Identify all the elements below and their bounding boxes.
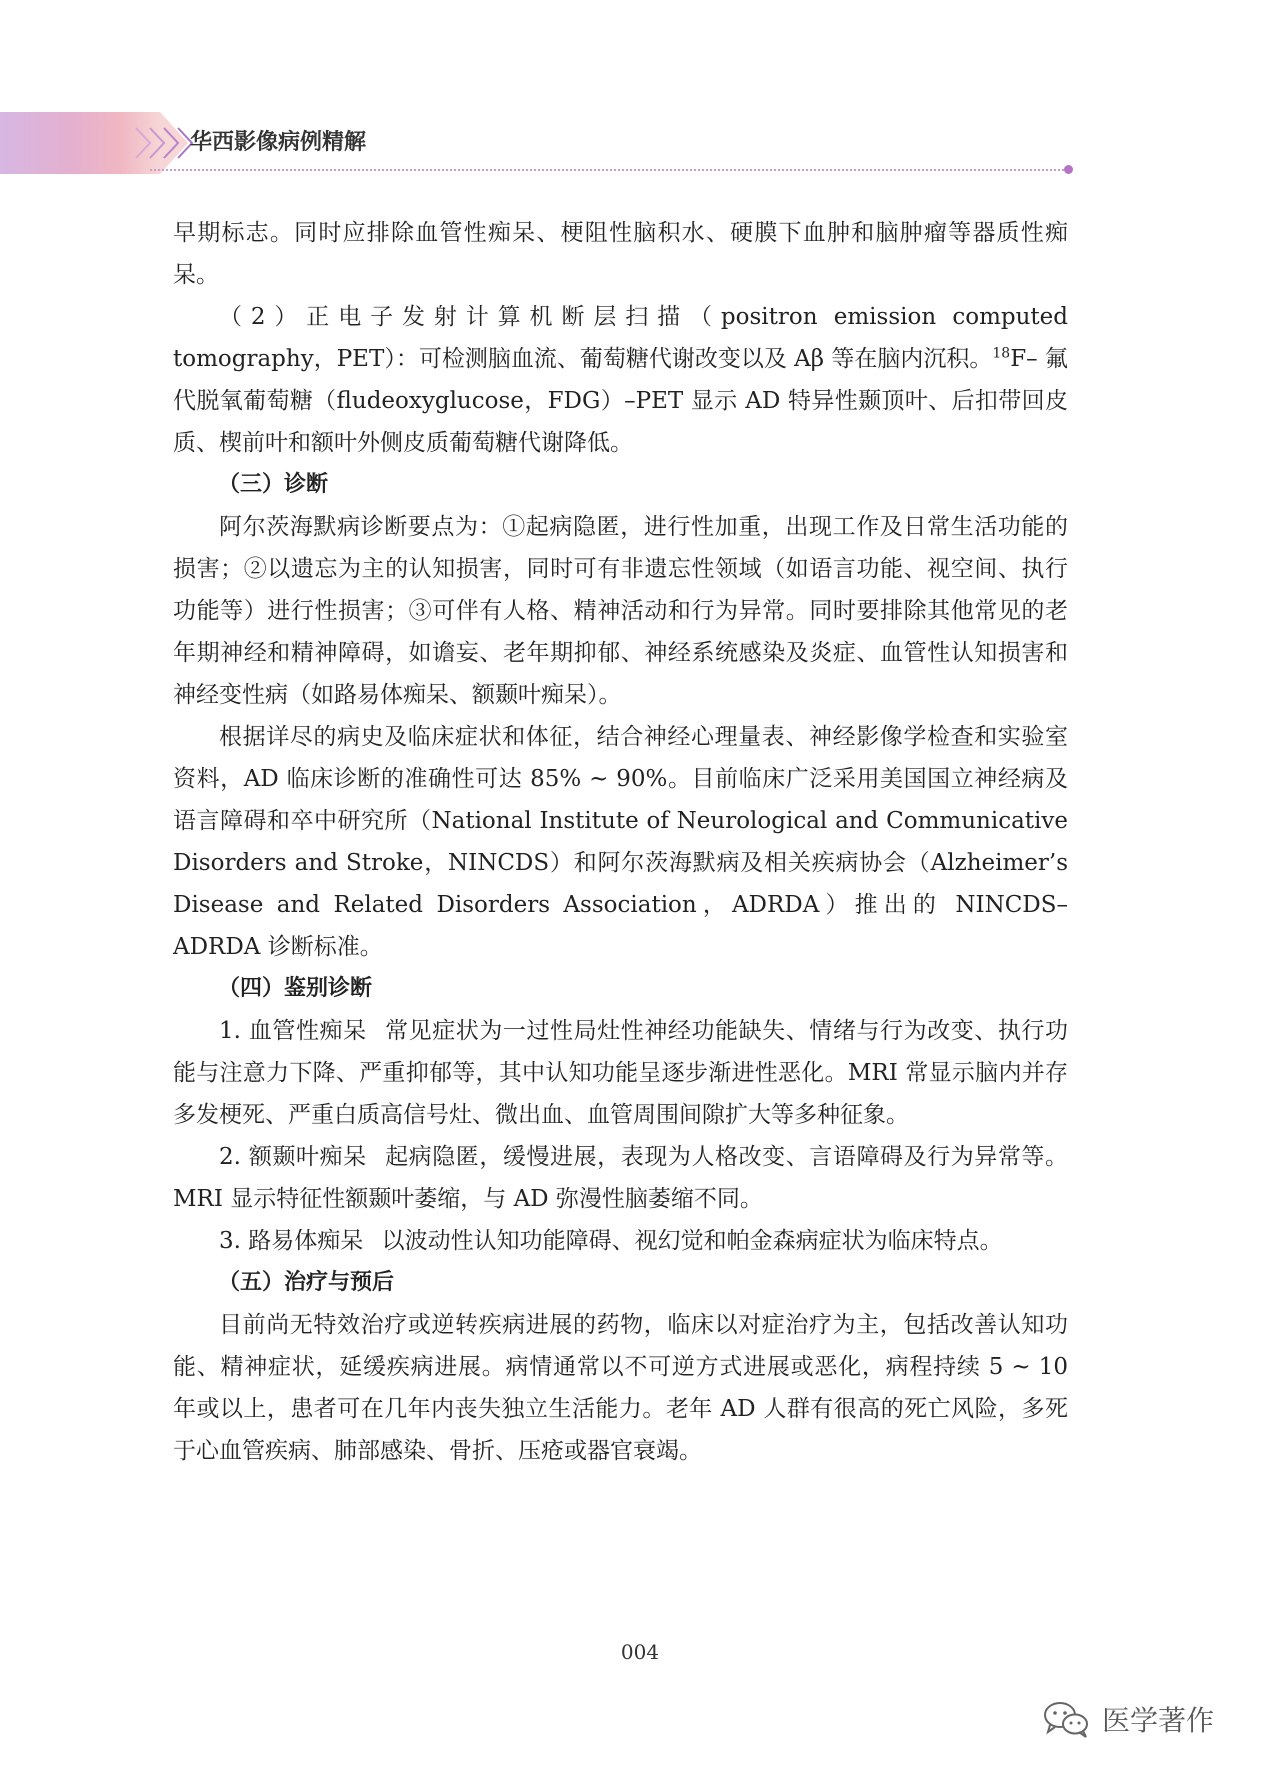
isotope-superscript: 18 (992, 345, 1011, 362)
item-text: 常见症状为一过性局灶性神经功能缺失、情绪与行为改变、执行功能与注意力下降、严重抑郁等，其中认知功能呈逐步渐进性恶化。MRI 常显示脑内并存多发梗死、严重白质高信号灶、微出血、血管周围间隙扩大等多种征象。 (173, 1018, 1068, 1128)
body-paragraph: 阿尔茨海默病诊断要点为：①起病隐匿，进行性加重，出现工作及日常生活功能的损害；②以遗忘为主的认知损害，同时可有非遗忘性领域（如语言功能、视空间、执行功能等）进行性损害；③可伴有人格、精神活动和行为异常。同时要排除其他常见的老年期神经和精神障碍，如谵妄、老年期抑郁、神经系统感染及炎症、血管性认知损害和神经变性病（如路易体痴呆、额颞叶痴呆）。 (173, 514, 1068, 708)
item-text: 起病隐匿，缓慢进展，表现为人格改变、言语障碍及行为异常等。MRI 显示特征性额颞叶萎缩，与 AD 弥漫性脑萎缩不同。 (173, 1144, 1068, 1212)
running-header-title: 华西影像病例精解 (190, 130, 367, 155)
page-number: 004 (620, 1640, 660, 1664)
item-label: 2. 额颞叶痴呆 (219, 1144, 367, 1170)
body-paragraph: 根据详尽的病史及临床症状和体征，结合神经心理量表、神经影像学检查和实验室资料，AD 临床诊断的准确性可达 85% ~ 90%。目前临床广泛采用美国国立神经病及语言障碍和卒中研究所（National Institute of Neurological and Communicative Disorders and Stroke，NINCDS）和阿尔茨海默病及相关疾病协会（Alzheimer’s Disease and Related Disorders Association，ADRDA）推出的 NINCDS–ADRDA 诊断标准。 (173, 724, 1068, 960)
chevron-right-icon (128, 118, 198, 168)
body-paragraph-item (173, 1010, 1068, 1136)
pet-text-continued: F– 氟代脱氧葡萄糖（fludeoxyglucose，FDG）–PET 显示 AD 特异性颞顶叶、后扣带回皮质、楔前叶和额叶外侧皮质葡萄糖代谢降低。 (173, 346, 1068, 456)
page-body (173, 212, 1068, 1472)
body-paragraph-pet (173, 296, 1068, 464)
watermark (1042, 1697, 1214, 1741)
wechat-icon (1042, 1699, 1092, 1739)
body-paragraph-item (173, 1220, 1068, 1262)
section-heading-treatment: （五）治疗与预后 (218, 1270, 395, 1295)
body-paragraph-item (173, 1136, 1068, 1220)
watermark-text: 医学著作 (1102, 1704, 1215, 1737)
item-text: 以波动性认知功能障碍、视幻觉和帕金森病症状为临床特点。 (381, 1228, 1003, 1254)
item-label: 3. 路易体痴呆 (219, 1228, 364, 1254)
pet-text: （2）正电子发射计算机断层扫描（positron emission computed tomography，PET）：可检测脑血流、葡萄糖代谢改变以及 Aβ 等在脑内沉积。 (173, 304, 1068, 372)
header-divider (150, 169, 1068, 171)
body-paragraph: 早期标志。同时应排除血管性痴呆、梗阻性脑积水、硬膜下血肿和脑肿瘤等器质性痴呆。 (173, 220, 1068, 288)
body-paragraph: 目前尚无特效治疗或逆转疾病进展的药物，临床以对症治疗为主，包括改善认知功能、精神症状，延缓疾病进展。病情通常以不可逆方式进展或恶化，病程持续 5 ~ 10 年或以上，患者可在几年内丧失独立生活能力。老年 AD 人群有很高的死亡风险，多死于心血管疾病、肺部感染、骨折、压疮或器官衰竭。 (173, 1312, 1068, 1464)
header-divider-dot (1064, 165, 1073, 174)
section-heading-diagnosis: （三）诊断 (218, 472, 329, 497)
item-label: 1. 血管性痴呆 (219, 1018, 367, 1044)
section-heading-differential: （四）鉴别诊断 (218, 976, 373, 1001)
